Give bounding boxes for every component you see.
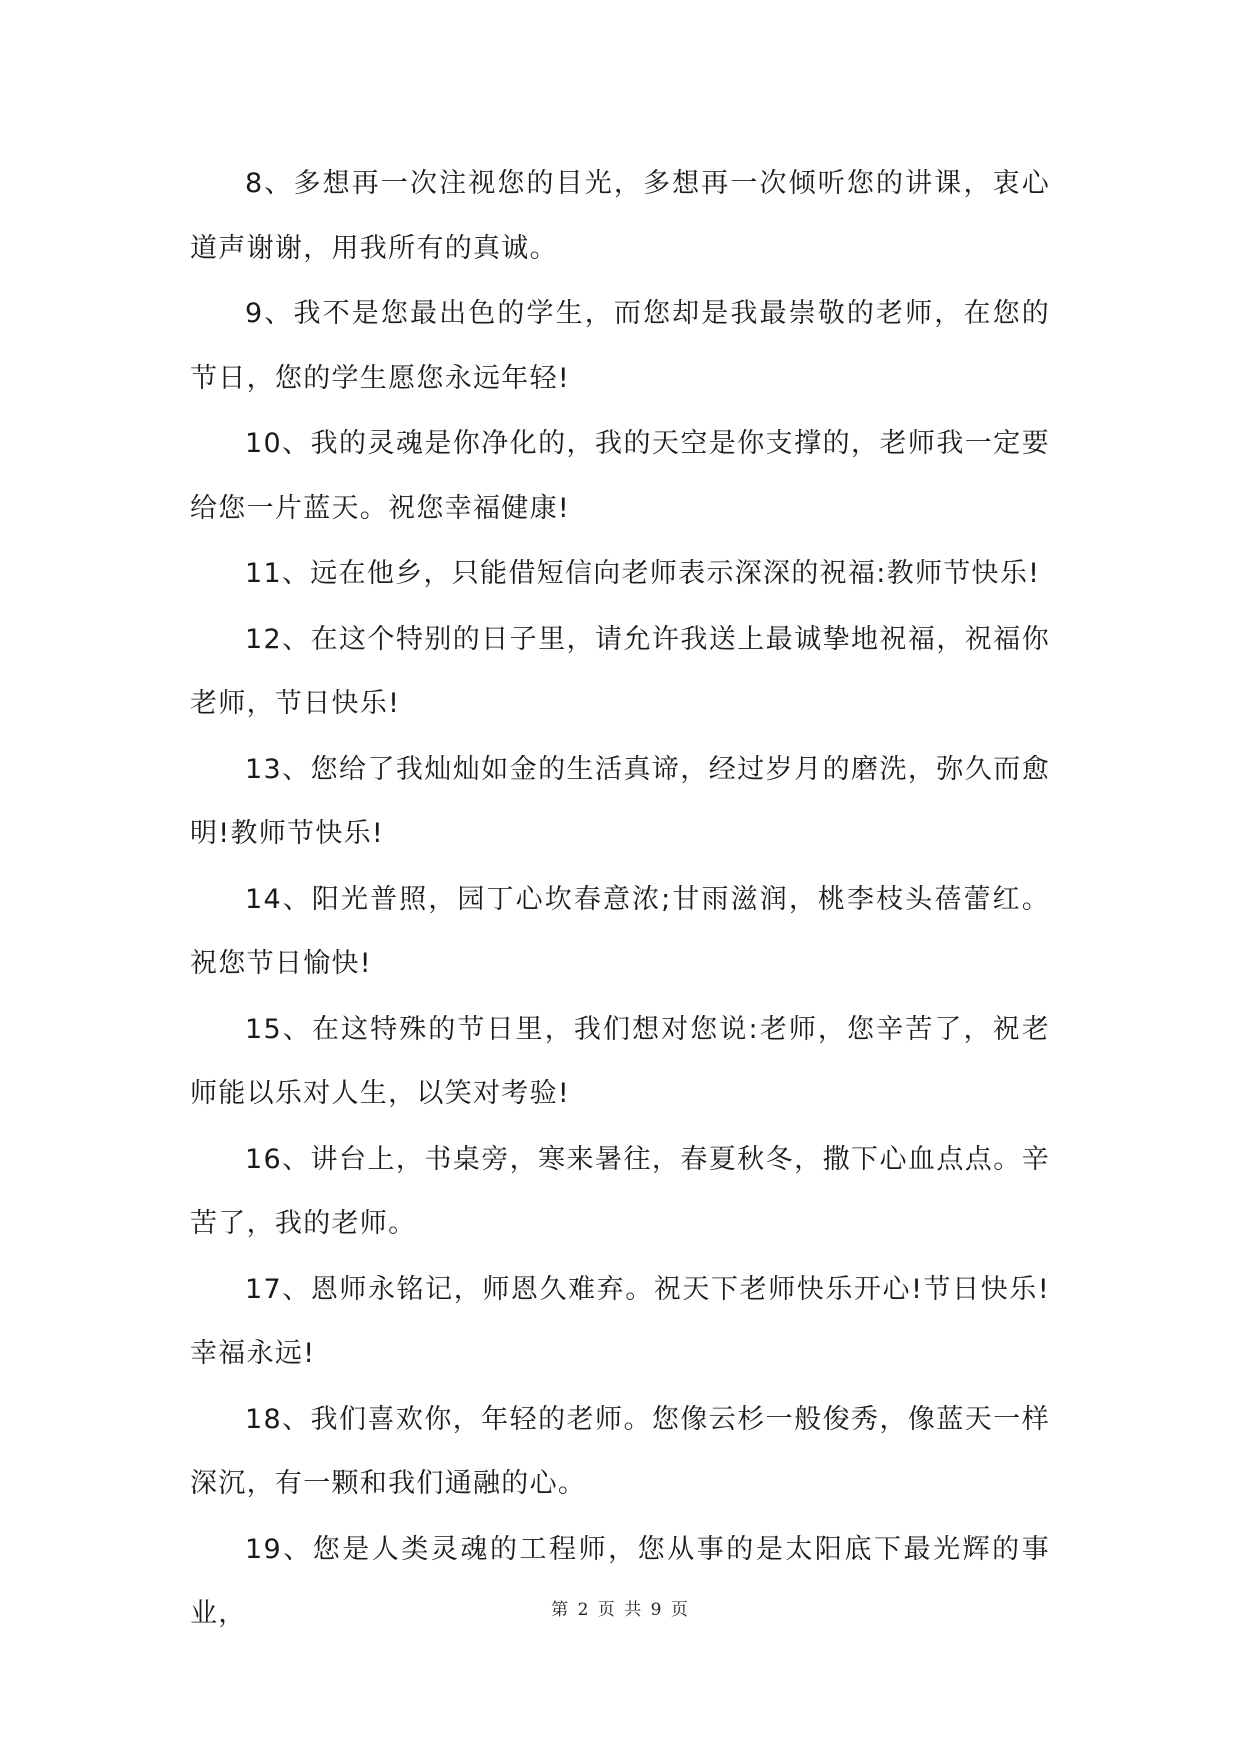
paragraph-9: 9、我不是您最出色的学生，而您却是我最崇敬的老师，在您的节日，您的学生愿您永远年轻!	[190, 298, 1050, 394]
paragraph-10: 10、我的灵魂是你净化的，我的天空是你支撑的，老师我一定要给您一片蓝天。祝您幸福健康!	[190, 428, 1050, 524]
paragraph-11: 11、远在他乡，只能借短信向老师表示深深的祝福:教师节快乐!	[245, 558, 1041, 589]
paragraph-8: 8、多想再一次注视您的目光，多想再一次倾听您的讲课，衷心道声谢谢，用我所有的真诚。	[190, 168, 1050, 264]
page-number-footer: 第 2 页 共 9 页	[551, 1600, 690, 1620]
paragraph-16: 16、讲台上，书桌旁，寒来暑往，春夏秋冬，撒下心血点点。辛苦了，我的老师。	[190, 1143, 1050, 1239]
paragraph-15: 15、在这特殊的节日里，我们想对您说:老师，您辛苦了，祝老师能以乐对人生，以笑对考验!	[190, 1013, 1050, 1109]
document-body	[190, 152, 1050, 1648]
paragraph-12: 12、在这个特别的日子里，请允许我送上最诚挚地祝福，祝福你老师，节日快乐!	[190, 623, 1050, 719]
paragraph-19: 19、您是人类灵魂的工程师，您从事的是太阳底下最光辉的事业，	[190, 1533, 1050, 1629]
paragraph-13: 13、您给了我灿灿如金的生活真谛，经过岁月的磨洗，弥久而愈明!教师节快乐!	[190, 753, 1050, 849]
paragraph-17: 17、恩师永铭记，师恩久难弃。祝天下老师快乐开心!节日快乐!幸福永远!	[190, 1273, 1050, 1369]
paragraph-14: 14、阳光普照，园丁心坎春意浓;甘雨滋润，桃李枝头蓓蕾红。祝您节日愉快!	[190, 883, 1050, 979]
paragraph-18: 18、我们喜欢你，年轻的老师。您像云杉一般俊秀，像蓝天一样深沉，有一颗和我们通融的心。	[190, 1403, 1050, 1499]
